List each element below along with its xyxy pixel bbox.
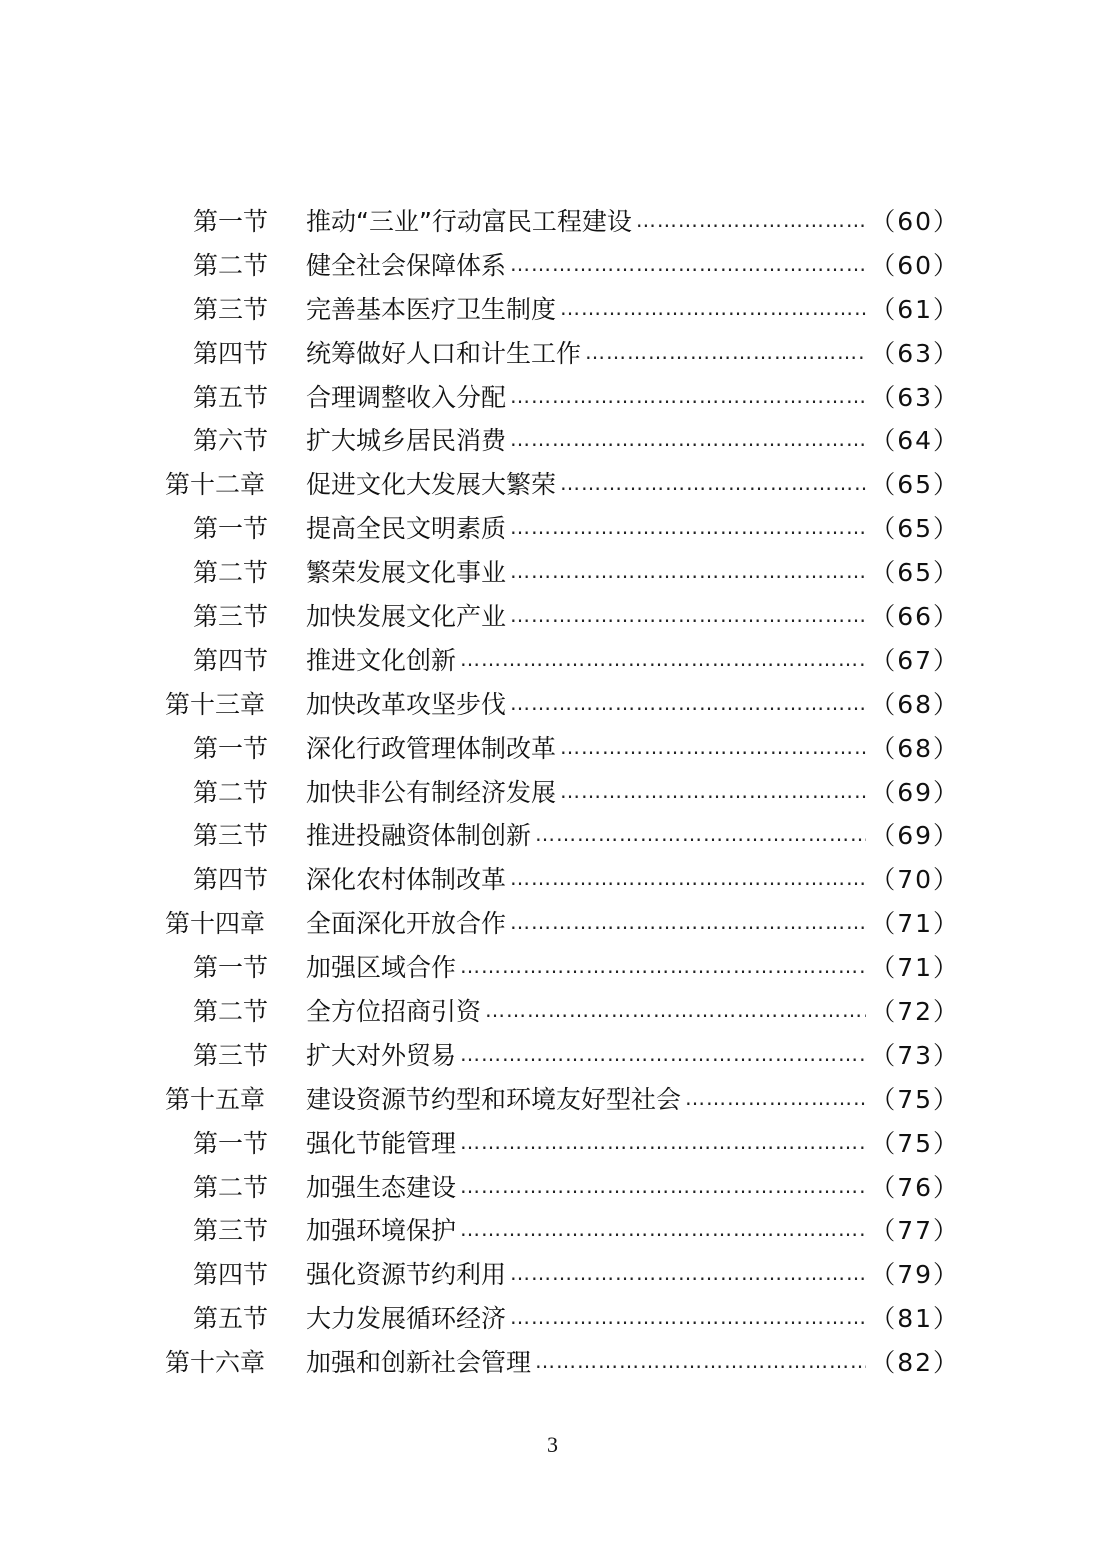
toc-entry-title: 统筹做好人口和计生工作	[306, 338, 582, 368]
toc-entry-title: 提高全民文明素质	[306, 514, 507, 544]
toc-entry-page: （70）	[870, 865, 960, 895]
dot-leader	[560, 471, 866, 495]
toc-entry-label: 第五节	[193, 1304, 269, 1334]
dot-leader	[560, 296, 866, 320]
dot-leader	[460, 1042, 866, 1066]
toc-section-entry	[165, 374, 960, 418]
dot-leader	[485, 998, 866, 1022]
toc-entry-label: 第二节	[193, 250, 269, 280]
toc-entry-title: 推进投融资体制创新	[306, 821, 532, 851]
toc-entry-title: 大力发展循环经济	[306, 1304, 507, 1334]
dot-leader	[460, 1174, 866, 1198]
toc-chapter-entry	[165, 1339, 960, 1383]
dot-leader	[510, 691, 866, 715]
toc-entry-page: （73）	[870, 1040, 960, 1070]
toc-entry-title: 推动“三业”行动富民工程建设	[306, 206, 632, 236]
toc-section-entry	[165, 417, 960, 461]
dot-leader	[510, 1261, 866, 1285]
toc-entry-page: （60）	[870, 250, 960, 280]
dot-leader	[510, 427, 866, 451]
toc-entry-page: （66）	[870, 601, 960, 631]
toc-entry-label: 第四节	[193, 645, 269, 675]
toc-section-entry	[165, 1164, 960, 1208]
toc-entry-title: 健全社会保障体系	[306, 250, 507, 280]
toc-entry-label: 第一节	[193, 206, 269, 236]
toc-entry-title: 深化行政管理体制改革	[306, 733, 557, 763]
toc-entry-page: （71）	[870, 909, 960, 939]
toc-entry-title: 加快发展文化产业	[306, 601, 507, 631]
toc-entry-page: （81）	[870, 1304, 960, 1334]
toc-entry-title: 建设资源节约型和环境友好型社会	[306, 1084, 682, 1114]
toc-entry-title: 推进文化创新	[306, 645, 457, 675]
page-number: 3	[547, 1432, 558, 1457]
dot-leader	[460, 647, 866, 671]
toc-section-entry	[165, 812, 960, 856]
toc-entry-page: （61）	[870, 294, 960, 324]
toc-section-entry	[165, 769, 960, 813]
toc-entry-label: 第一节	[193, 733, 269, 763]
toc-entry-page: （79）	[870, 1260, 960, 1290]
toc-entry-title: 加强生态建设	[306, 1172, 457, 1202]
toc-entry-page: （63）	[870, 382, 960, 412]
dot-leader	[510, 515, 866, 539]
dot-leader	[510, 866, 866, 890]
toc-entry-label: 第一节	[193, 953, 269, 983]
toc-entry-page: （65）	[870, 470, 960, 500]
dot-leader	[510, 1305, 866, 1329]
toc-entry-title: 扩大城乡居民消费	[306, 426, 507, 456]
toc-entry-label: 第十四章	[165, 909, 266, 939]
toc-entry-title: 全方位招商引资	[306, 996, 482, 1026]
toc-chapter-entry	[165, 900, 960, 944]
toc-entry-label: 第一节	[193, 514, 269, 544]
toc-entry-label: 第三节	[193, 821, 269, 851]
dot-leader	[636, 208, 866, 232]
toc-entry-label: 第四节	[193, 865, 269, 895]
toc-section-entry	[165, 1032, 960, 1076]
toc-chapter-entry	[165, 461, 960, 505]
dot-leader	[460, 1217, 866, 1241]
toc-entry-label: 第二节	[193, 996, 269, 1026]
toc-section-entry	[165, 988, 960, 1032]
toc-entry-page: （64）	[870, 426, 960, 456]
toc-chapter-entry	[165, 681, 960, 725]
toc-section-entry	[165, 330, 960, 374]
toc-entry-page: （68）	[870, 733, 960, 763]
toc-entry-title: 促进文化大发展大繁荣	[306, 470, 557, 500]
toc-section-entry	[165, 1295, 960, 1339]
dot-leader	[560, 735, 866, 759]
toc-entry-label: 第三节	[193, 294, 269, 324]
toc-section-entry	[165, 242, 960, 286]
toc-entry-label: 第六节	[193, 426, 269, 456]
dot-leader	[585, 340, 866, 364]
toc-entry-label: 第三节	[193, 1040, 269, 1070]
toc-entry-page: （72）	[870, 996, 960, 1026]
toc-entry-page: （76）	[870, 1172, 960, 1202]
toc-entry-label: 第十二章	[165, 470, 266, 500]
toc-entry-page: （75）	[870, 1084, 960, 1114]
toc-section-entry	[165, 856, 960, 900]
toc-entry-label: 第一节	[193, 1128, 269, 1158]
toc-section-entry	[165, 549, 960, 593]
dot-leader	[510, 603, 866, 627]
toc-section-entry	[165, 1251, 960, 1295]
toc-chapter-entry	[165, 1076, 960, 1120]
toc-entry-title: 加快改革攻坚步伐	[306, 689, 507, 719]
toc-entry-label: 第十六章	[165, 1348, 266, 1378]
toc-entry-title: 加强环境保护	[306, 1216, 457, 1246]
toc-entry-page: （65）	[870, 558, 960, 588]
toc-entry-title: 完善基本医疗卫生制度	[306, 294, 557, 324]
toc-section-entry	[165, 1120, 960, 1164]
dot-leader	[510, 384, 866, 408]
dot-leader	[560, 779, 866, 803]
dot-leader	[460, 1130, 866, 1154]
toc-entry-title: 合理调整收入分配	[306, 382, 507, 412]
toc-entry-title: 全面深化开放合作	[306, 909, 507, 939]
toc-section-entry	[165, 725, 960, 769]
toc-entry-label: 第三节	[193, 1216, 269, 1246]
dot-leader	[535, 1349, 866, 1373]
toc-section-entry	[165, 593, 960, 637]
toc-entry-title: 强化资源节约利用	[306, 1260, 507, 1290]
toc-entry-title: 加强区域合作	[306, 953, 457, 983]
toc-entry-label: 第四节	[193, 1260, 269, 1290]
toc-entry-title: 扩大对外贸易	[306, 1040, 457, 1070]
toc-section-entry	[165, 637, 960, 681]
toc-entry-page: （69）	[870, 821, 960, 851]
toc-entry-label: 第五节	[193, 382, 269, 412]
toc-entry-page: （63）	[870, 338, 960, 368]
toc-entry-page: （68）	[870, 689, 960, 719]
toc-entry-title: 繁荣发展文化事业	[306, 558, 507, 588]
dot-leader	[510, 559, 866, 583]
toc-entry-page: （75）	[870, 1128, 960, 1158]
dot-leader	[535, 822, 866, 846]
table-of-contents	[165, 198, 960, 1383]
toc-entry-label: 第十三章	[165, 689, 266, 719]
toc-section-entry	[165, 286, 960, 330]
toc-entry-label: 第二节	[193, 558, 269, 588]
toc-section-entry	[165, 1207, 960, 1251]
toc-entry-page: （60）	[870, 206, 960, 236]
toc-entry-page: （69）	[870, 777, 960, 807]
toc-entry-page: （71）	[870, 953, 960, 983]
toc-entry-page: （82）	[870, 1348, 960, 1378]
toc-entry-title: 深化农村体制改革	[306, 865, 507, 895]
toc-entry-page: （77）	[870, 1216, 960, 1246]
toc-entry-page: （67）	[870, 645, 960, 675]
dot-leader	[685, 1086, 866, 1110]
toc-entry-label: 第十五章	[165, 1084, 266, 1114]
toc-entry-title: 加强和创新社会管理	[306, 1348, 532, 1378]
dot-leader	[460, 954, 866, 978]
toc-entry-label: 第三节	[193, 601, 269, 631]
toc-entry-page: （65）	[870, 514, 960, 544]
dot-leader	[510, 252, 866, 276]
toc-section-entry	[165, 505, 960, 549]
toc-entry-label: 第二节	[193, 777, 269, 807]
toc-section-entry	[165, 944, 960, 988]
dot-leader	[510, 910, 866, 934]
toc-entry-title: 加快非公有制经济发展	[306, 777, 557, 807]
toc-entry-label: 第四节	[193, 338, 269, 368]
toc-section-entry	[165, 198, 960, 242]
toc-entry-label: 第二节	[193, 1172, 269, 1202]
toc-entry-title: 强化节能管理	[306, 1128, 457, 1158]
